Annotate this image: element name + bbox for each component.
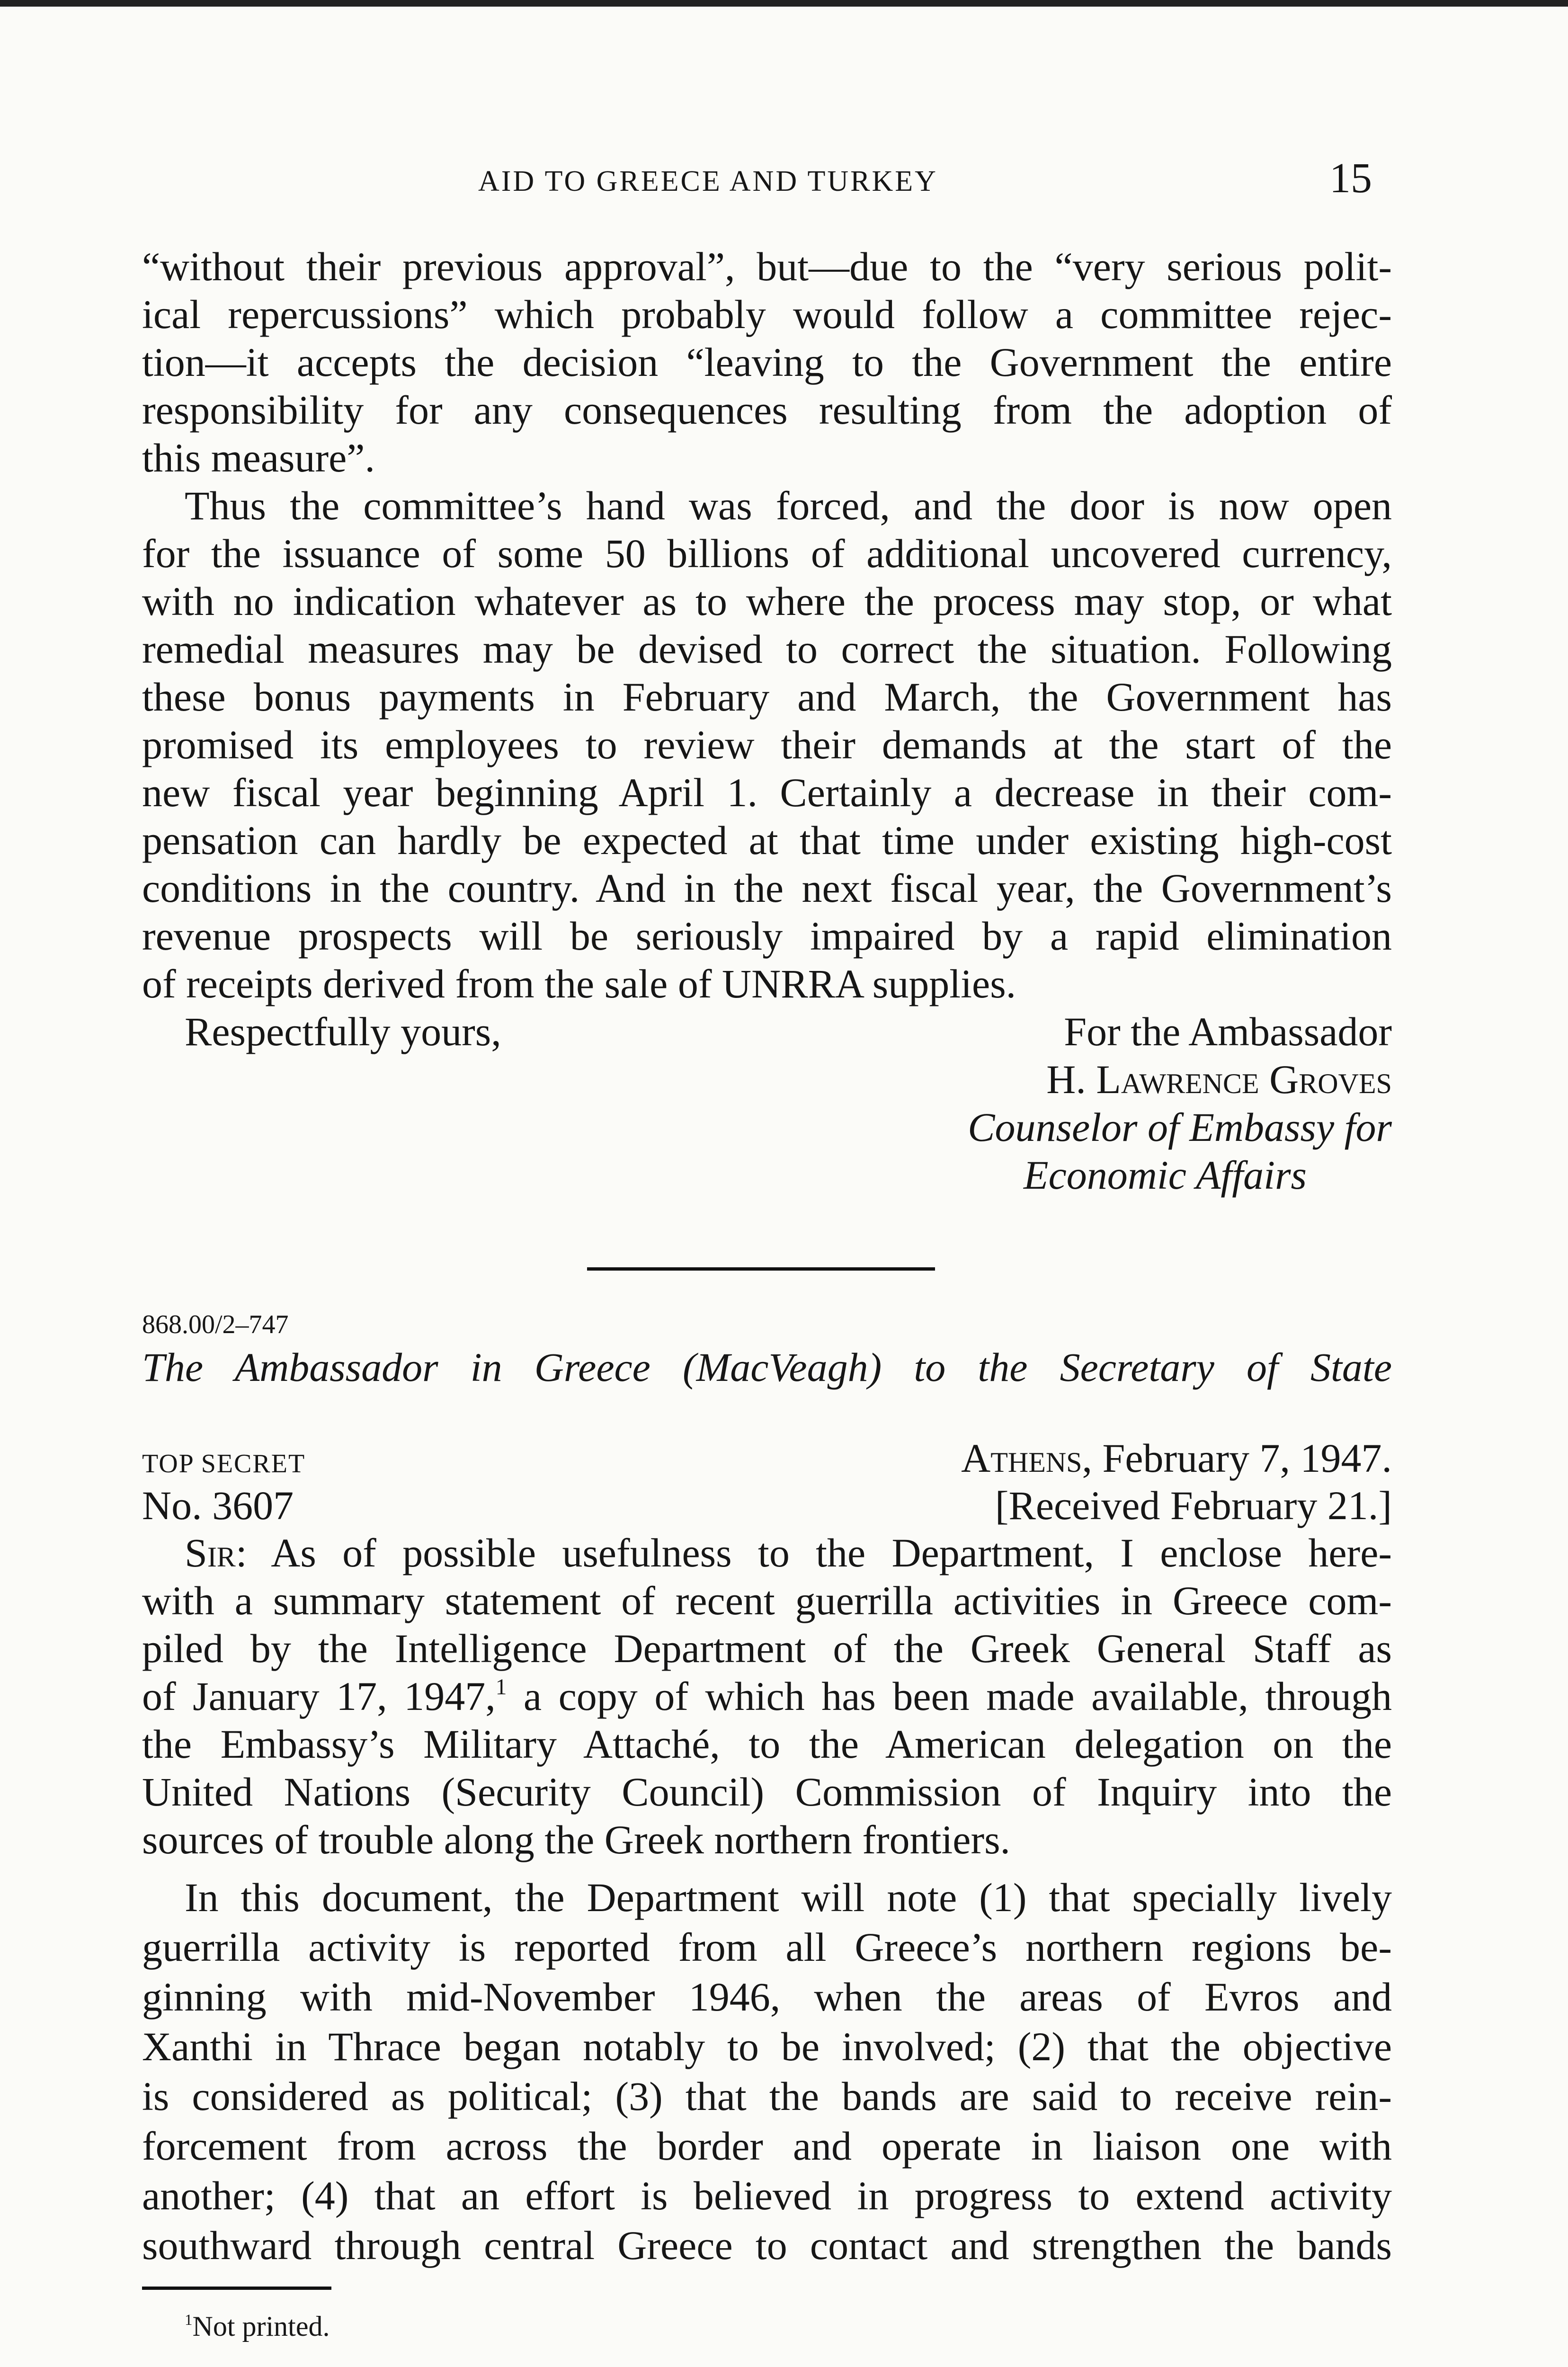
body-line: Xanthi in Thrace began notably to be involved; (2) that the objective — [142, 2024, 1392, 2069]
body-line: promised its employees to review their demands at the start of the — [142, 722, 1392, 767]
body-line: with no indication whatever as to where the process may stop, or what — [142, 578, 1392, 624]
file-number: 868.00/2–747 — [142, 1310, 289, 1339]
body-line: United Nations (Security Council) Commission of Inquiry into the — [142, 1769, 1392, 1815]
body-line: forcement from across the border and operate in liaison one with — [142, 2123, 1392, 2169]
body-line: for the issuance of some 50 billions of additional uncovered currency, — [142, 531, 1392, 576]
document-number: No. 3607 — [142, 1483, 294, 1528]
body-line: southward through central Greece to contact and strengthen the bands — [142, 2223, 1392, 2268]
body-line: piled by the Intelligence Department of the Greek General Staff as — [142, 1626, 1392, 1671]
body-line: pensation can hardly be expected at that time under existing high-cost — [142, 818, 1392, 863]
signature-title: Counselor of Embassy for — [968, 1104, 1392, 1150]
footnote-rule — [142, 2287, 331, 2290]
body-text: : As of possible usefulness to the Department, I enclose here- — [235, 1530, 1392, 1575]
signature-for-line: For the Ambassador — [1064, 1009, 1392, 1054]
signature-title: Economic Affairs — [1024, 1152, 1307, 1198]
letter-salutation: Sir — [185, 1530, 236, 1575]
body-line: ical repercussions” which probably would follow a committee rejec- — [142, 292, 1392, 337]
body-line: remedial measures may be devised to correct the situation. Following — [142, 626, 1392, 672]
section-divider — [587, 1267, 935, 1271]
footnote-marker: 1 — [495, 1674, 507, 1700]
body-line: sources of trouble along the Greek northern frontiers. — [142, 1817, 1011, 1862]
received-date: [Received February 21.] — [995, 1483, 1392, 1528]
body-line: new fiscal year beginning April 1. Certainly a decrease in their com- — [142, 770, 1392, 815]
footnote-text: Not printed. — [192, 2311, 330, 2342]
dateline — [805, 1434, 1392, 1482]
classification: TOP SECRET — [142, 1449, 306, 1478]
body-line: another; (4) that an effort is believed in progress to extend activity — [142, 2173, 1392, 2218]
dateline-date: , February 7, 1947. — [1082, 1435, 1392, 1481]
footnote-marker: 1 — [185, 2311, 193, 2329]
body-line: of receipts derived from the sale of UNRRA supplies. — [142, 961, 1016, 1006]
page-number: 15 — [1329, 155, 1372, 202]
body-line: these bonus payments in February and March, the Government has — [142, 674, 1392, 720]
body-line: with a summary statement of recent guerrilla activities in Greece com- — [142, 1578, 1392, 1623]
body-line: Thus the committee’s hand was forced, and the door is now open — [185, 483, 1392, 528]
dateline-place: Athens — [961, 1435, 1082, 1481]
body-line: this measure”. — [142, 435, 375, 481]
running-header: AID TO GREECE AND TURKEY — [478, 165, 938, 197]
body-line: the Embassy’s Military Attaché, to the American delegation on the — [142, 1721, 1392, 1767]
body-line: revenue prospects will be seriously impaired by a rapid elimination — [142, 913, 1392, 959]
body-line: guerrilla activity is reported from all Greece’s northern regions be- — [142, 1924, 1392, 1970]
document-title: The Ambassador in Greece (MacVeagh) to the Secretary of State — [142, 1344, 1392, 1390]
closing-salutation: Respectfully yours, — [185, 1009, 501, 1054]
body-line: In this document, the Department will note (1) that specially lively — [185, 1875, 1392, 1920]
body-line: is considered as political; (3) that the bands are said to receive rein- — [142, 2073, 1392, 2119]
body-line — [185, 1532, 1392, 1573]
body-line: ginning with mid-November 1946, when the areas of Evros and — [142, 1974, 1392, 2020]
signature-name: H. Lawrence Groves — [1046, 1057, 1392, 1102]
footnote — [185, 2310, 330, 2343]
body-text: a copy of which has been made available, through — [507, 1673, 1392, 1719]
top-border — [0, 0, 1568, 7]
body-line: “without their previous approval”, but—due to the “very serious polit- — [142, 244, 1392, 289]
body-line — [142, 1673, 1392, 1719]
body-text: of January 17, 1947, — [142, 1673, 496, 1719]
body-line: tion—it accepts the decision “leaving to the Government the entire — [142, 339, 1392, 385]
body-line: responsibility for any consequences resulting from the adoption of — [142, 387, 1392, 433]
body-line: conditions in the country. And in the next fiscal year, the Government’s — [142, 865, 1392, 911]
